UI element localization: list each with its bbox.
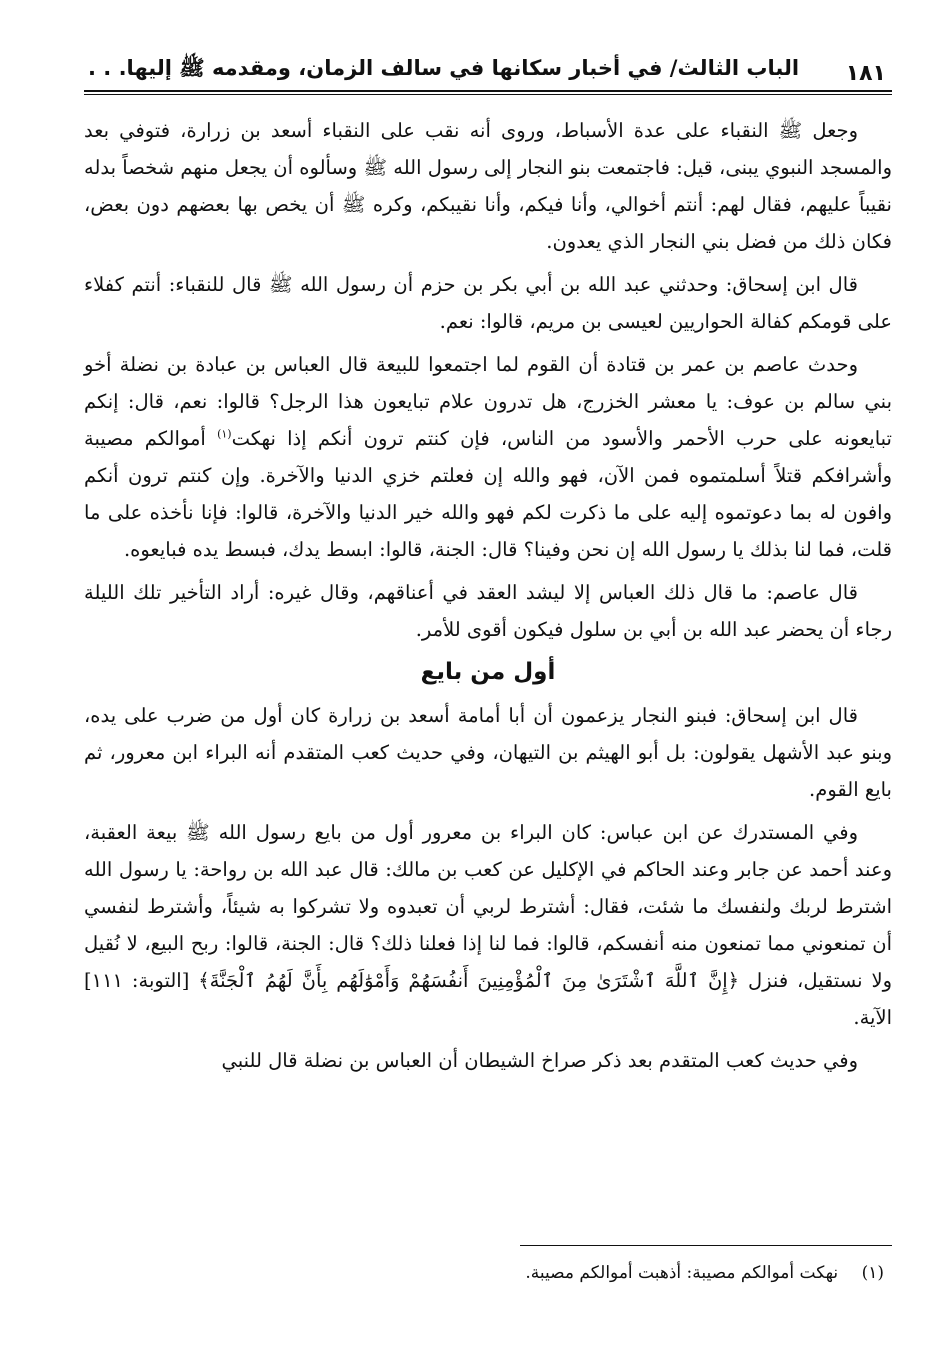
running-header <box>88 46 886 86</box>
section-heading: أول من بايع <box>420 659 556 685</box>
paragraph: قال عاصم: ما قال ذلك العباس إلا ليشد العقد في أعناقهم، وقال غيره: أراد التأخير تلك الليلة رجاء أن يحضر عبد الله بن أبي بن سلول فيكون أقوى للأمر. <box>84 581 892 641</box>
header-rule-thin <box>84 94 892 95</box>
paragraph-part: أموالكم مصيبة وأشرافكم قتلاً أسلمتموه فمن الآن، فهو والله إن فعلتم خزي الدنيا والآخرة. وإن كنتم ترون أنكم وافون له بما دعوتموه إليه على ما ذكرت لكم فهو والله خير الدنيا والآخرة، قالوا: فإنا نأخذه على ما قلت، فما لنا بذلك يا رسول الله إن نحن وفينا؟ قال: الجنة، قالوا: ابسط يدك، فبسط يده فبايعوه. <box>84 427 892 561</box>
page-number: ١٨١ <box>845 61 886 86</box>
footnote-text: نهكت أموالكم مصيبة: أذهبت أموالكم مصيبة. <box>525 1263 839 1283</box>
paragraph: وجعل ﷺ النقباء على عدة الأسباط، وروى أنه نقب على النقباء أسعد بن زرارة، فتوفي بعد والمسجد النبوي يبنى، قيل: فاجتمعت بنو النجار إلى رسول الله ﷺ وسألوه أن يجعل منهم شخصاً بدله نقيباً عليهم، فقال لهم: أنتم أخوالي، وأنا فيكم، وأنا نقيبكم، وكره ﷺ أن يخص بها بعضهم دون بعض، فكان ذلك من فضل بني النجار الذي يعدون. <box>84 119 892 253</box>
paragraph: وفي حديث كعب المتقدم بعد ذكر صراخ الشيطان أن العباس بن نضلة قال للنبي <box>221 1049 858 1072</box>
paragraph: قال ابن إسحاق: فبنو النجار يزعمون أن أبا أمامة أسعد بن زرارة كان أول من ضرب على يده، وبنو عبد الأشهل يقولون: بل أبو الهيثم بن التيهان، وفي حديث كعب المتقدم أنه البراء ابن معرور، ثم بايع القوم. <box>84 704 892 801</box>
footnote-rule <box>520 1245 892 1246</box>
header-rule <box>84 90 892 92</box>
footnote <box>84 1260 884 1286</box>
paragraph <box>84 346 892 568</box>
paragraph-part: وحدث عاصم بن عمر بن قتادة أن القوم لما اجتمعوا للبيعة قال العباس بن عبادة بن نضلة أخو بني سالم بن عوف: يا معشر الخزرج، هل تدرون علام تبايعون هذا الرجل؟ قالوا: نعم، قال: إنكم تبايعونه على حرب الأحمر والأسود من الناس، فإن كنتم ترون أنكم إذا نهكت <box>84 353 892 450</box>
footnote-reference: (١) <box>217 427 232 441</box>
paragraph: قال ابن إسحاق: وحدثني عبد الله بن أبي بكر بن حزم أن رسول الله ﷺ قال للنقباء: أنتم كفلاء على قومكم كفالة الحواريين لعيسى بن مريم، قالوا: نعم. <box>84 273 892 333</box>
paragraph: وفي المستدرك عن ابن عباس: كان البراء بن معرور أول من بايع رسول الله ﷺ بيعة العقبة، وعند أحمد عن جابر وعند الحاكم في الإكليل عن كعب بن مالك: قال عبد الله بن رواحة: يا رسول الله اشترط لربك ولنفسك ما شئت، فقال: أشترط لربي أن تعبدوه ولا تشركوا به شيئاً، وأشترط لنفسي أن تمنعوني مما تمنعون منه أنفسكم، قالوا: فما لنا إذا فعلنا ذلك؟ قال: الجنة، قالوا: ربح البيع، لا نُقيل ولا نستقيل، فنزل ﴿إِنَّ ٱللَّهَ ٱشْتَرَىٰ مِنَ ٱلْمُؤْمِنِينَ أَنفُسَهُمْ وَأَمْوَٰلَهُم بِأَنَّ لَهُمُ ٱلْجَنَّةَ﴾ [التوبة: ١١١] الآية. <box>84 821 892 1029</box>
header-title: الباب الثالث/ في أخبار سكانها في سالف الزمان، ومقدمه ﷺ إليها. . . <box>88 56 800 80</box>
footnote-number: (١) <box>861 1263 884 1283</box>
body-text <box>84 112 892 1085</box>
